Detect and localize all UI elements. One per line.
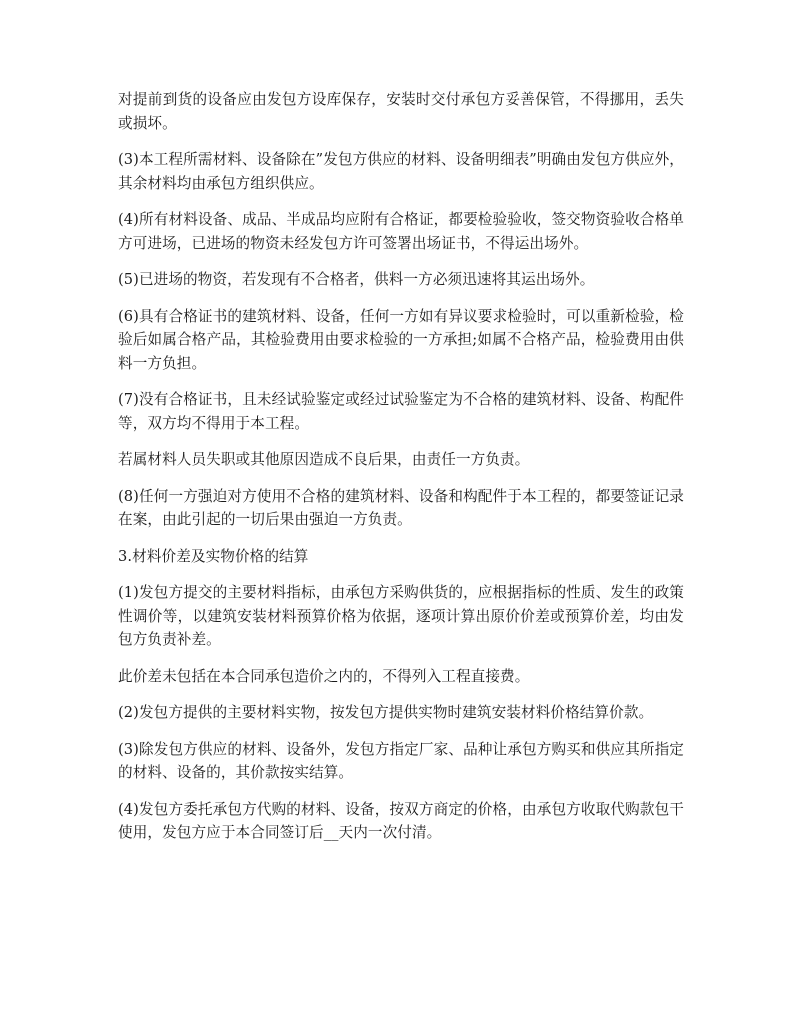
paragraph-price-item-2: (2)发包方提供的主要材料实物，按发包方提供实物时建筑安装材料价格结算价款。: [118, 704, 654, 721]
paragraph-responsibility: 若属材料人员失职或其他原因造成不良后果，由责任一方负责。: [118, 451, 530, 468]
paragraph-item-6-reinspection: (6)具有合格证书的建筑材料、设备，任何一方如有异议要求检验时，可以重新检验，检验后如属合格产品，其检验费用由要求检验的一方承担;如属不合格产品，检验费用由供料一方负担。: [118, 307, 684, 372]
document-body: [118, 88, 684, 858]
section-heading-price-settlement: 3.材料价差及实物价格的结算: [118, 547, 309, 565]
paragraph-item-7-no-certificate: (7)没有合格证书，且未经试验鉴定或经过试验鉴定为不合格的建筑材料、设备、构配件等，双方均不得用于本工程。: [118, 391, 684, 432]
paragraph-price-item-4: (4)发包方委托承包方代购的材料、设备，按双方商定的价格，由承包方收取代购款包干使用，发包方应于本合同签订后__天内一次付清。: [118, 800, 684, 841]
paragraph-item-3-material-supply: (3)本工程所需材料、设备除在”发包方供应的材料、设备明细表”明确由发包方供应外，其余材料均由承包方组织供应。: [118, 151, 684, 192]
paragraph-item-8-forced-use: (8)任何一方强迫对方使用不合格的建筑材料、设备和构配件于本工程的，都要签证记录在案，由此引起的一切后果由强迫一方负责。: [118, 487, 684, 528]
paragraph-equipment-storage: 对提前到货的设备应由发包方设库保存，安装时交付承包方妥善保管，不得挪用，丢失或损坏。: [118, 91, 684, 132]
paragraph-item-4-certificates: (4)所有材料设备、成品、半成品均应附有合格证，都要检验验收，签交物资验收合格单方可进场，已进场的物资未经发包方许可签署出场证书，不得运出场外。: [118, 211, 684, 252]
paragraph-price-item-3: (3)除发包方供应的材料、设备外，发包方指定厂家、品种让承包方购买和供应其所指定的材料、设备的，其价款按实结算。: [118, 740, 684, 781]
paragraph-price-difference-note: 此价差未包括在本合同承包造价之内的，不得列入工程直接费。: [118, 667, 530, 685]
paragraph-item-5-nonconforming: (5)已进场的物资，若发现有不合格者，供料一方必须迅速将其运出场外。: [118, 271, 595, 288]
paragraph-price-item-1: (1)发包方提交的主要材料指标，由承包方采购供货的，应根据指标的性质、发生的政策性调价等，以建筑安装材料预算价格为依据，逐项计算出原价价差或预算价差，均由发包方负责补差。: [118, 584, 684, 648]
